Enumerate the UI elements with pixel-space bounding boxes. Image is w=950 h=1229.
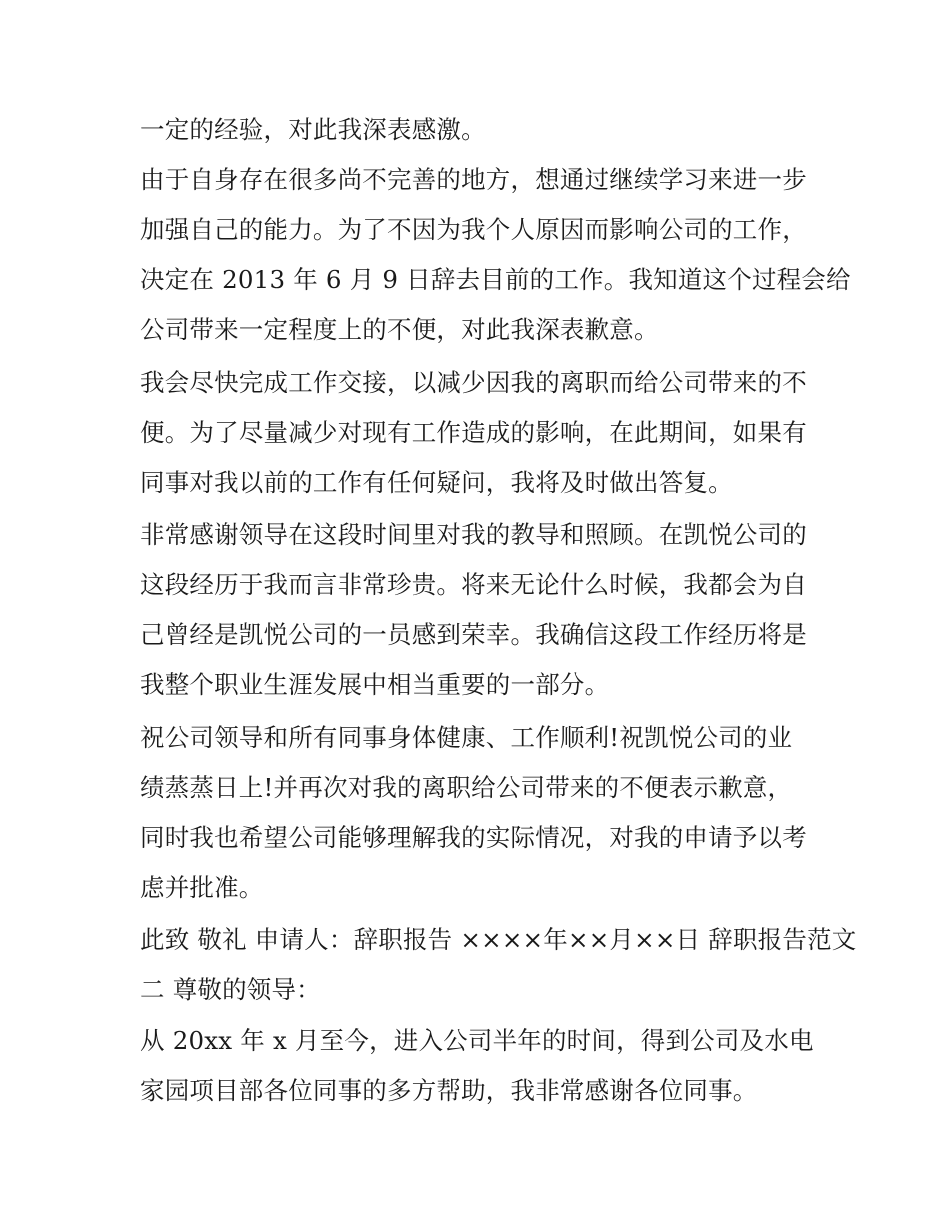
text-line: 公司带来一定程度上的不便，对此我深表歉意。 [140, 315, 659, 344]
text-line: 便。为了尽量减少对现有工作造成的影响，在此期间，如果有 [140, 418, 807, 447]
text-line: 家园项目部各位同事的多方帮助，我非常感谢各位同事。 [140, 1076, 758, 1105]
text-line: 这段经历于我而言非常珍贵。将来无论什么时候，我都会为自 [140, 570, 807, 599]
text-line: 非常感谢领导在这段时间里对我的教导和照顾。在凯悦公司的 [140, 520, 807, 549]
text-line: 加强自己的能力。为了不因为我个人原因而影响公司的工作， [140, 215, 807, 244]
text-line: 决定在 2013 年 6 月 9 日辞去目前的工作。我知道这个过程会给 [140, 265, 851, 294]
text-line: 由于自身存在很多尚不完善的地方，想通过继续学习来进一步 [140, 165, 807, 194]
text-line: 我会尽快完成工作交接，以减少因我的离职而给公司带来的不 [140, 368, 807, 397]
text-line: 绩蒸蒸日上!并再次对我的离职给公司带来的不便表示歉意， [140, 773, 793, 802]
text-line: 同时我也希望公司能够理解我的实际情况，对我的申请予以考 [140, 823, 807, 852]
text-line: 虑并批准。 [140, 873, 264, 902]
text-line: 我整个职业生涯发展中相当重要的一部分。 [140, 670, 610, 699]
text-line: 此致 敬礼 申请人：辞职报告 ××××年××月××日 辞职报告范文 [140, 925, 857, 954]
text-line: 从 20xx 年 x 月至今，进入公司半年的时间，得到公司及水电 [140, 1026, 814, 1055]
text-line: 一定的经验，对此我深表感激。 [140, 115, 486, 144]
text-line: 同事对我以前的工作有任何疑问，我将及时做出答复。 [140, 468, 733, 497]
text-line: 祝公司领导和所有同事身体健康、工作顺利!祝凯悦公司的业 [140, 723, 793, 752]
text-line: 二 尊敬的领导： [140, 975, 321, 1004]
text-line: 己曾经是凯悦公司的一员感到荣幸。我确信这段工作经历将是 [140, 620, 807, 649]
